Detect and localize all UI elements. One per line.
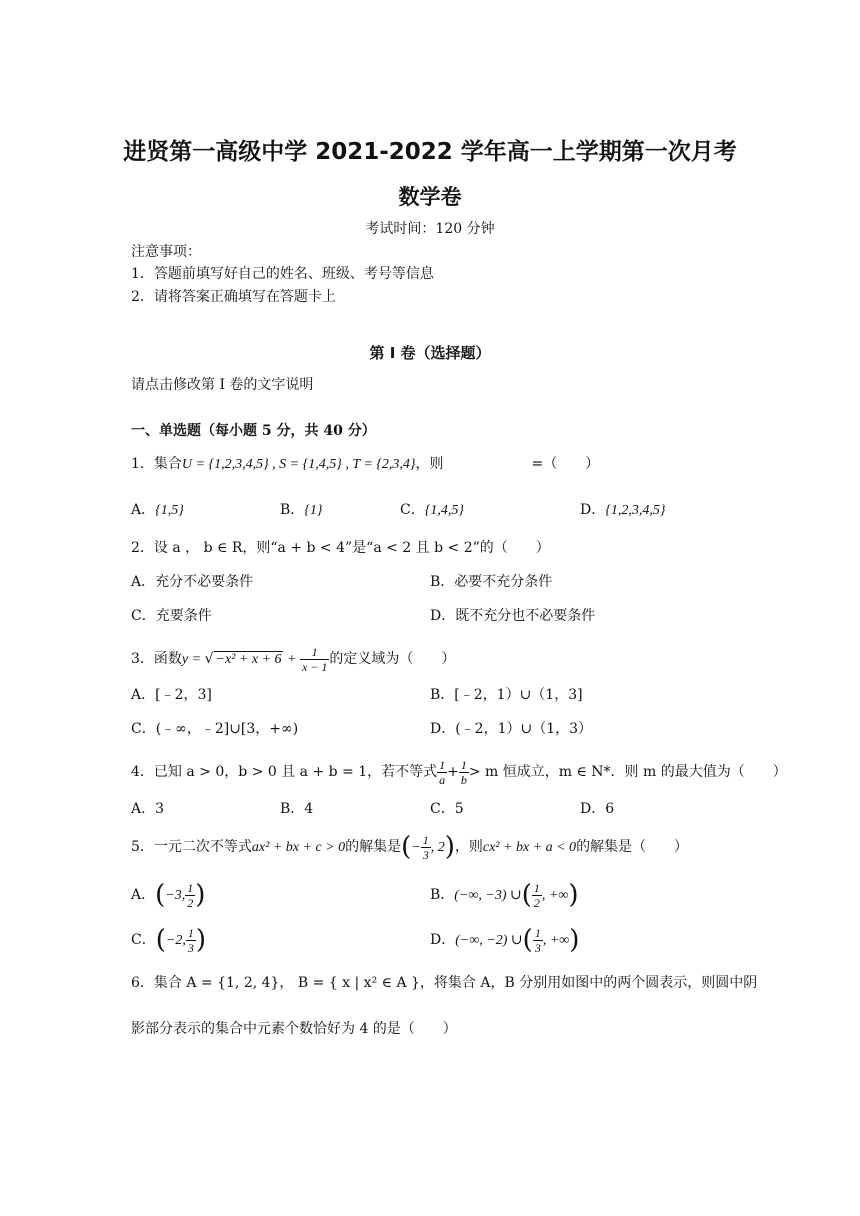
q5-option-d: D．(−∞, −2) ∪( $\frac{1}{3}$ , +∞) bbox=[430, 925, 580, 955]
q5-set-tail: , 2 bbox=[430, 840, 445, 855]
q5-set-fraction bbox=[421, 833, 431, 862]
q1-option-b bbox=[280, 500, 323, 521]
q5-option-b-label: B． bbox=[430, 887, 455, 903]
q5-option-a-head: −3, bbox=[165, 888, 186, 903]
q5-stem-prefix: 5．一元二次不等式 bbox=[131, 839, 252, 855]
q5-option-d-label: D． bbox=[430, 932, 456, 948]
q5-option-a-label: A． bbox=[131, 887, 156, 903]
q5-option-b-numerator: 1 bbox=[533, 880, 540, 895]
q1-option-c bbox=[400, 500, 464, 521]
notes-heading: 注意事项： bbox=[131, 244, 201, 260]
q1-option-a bbox=[131, 500, 184, 521]
q5-inequality-1: ax² + bx + c > 0 bbox=[251, 840, 346, 855]
q3-stem-prefix: 3．函数 bbox=[131, 651, 182, 667]
q5-option-a-denominator: 2 bbox=[187, 895, 194, 910]
q5-option-d-tail: , +∞ bbox=[542, 933, 570, 948]
q3-option-d: D．(﹣2，1）∪（1，3） bbox=[430, 721, 593, 737]
note-item: 2．请将答案正确填写在答题卡上 bbox=[131, 289, 336, 305]
q5-option-b-head: (−∞, −3) ∪ bbox=[454, 888, 522, 903]
q3-stem-suffix: 的定义域为（ ） bbox=[329, 651, 456, 667]
exam-title: 进贤第一高级中学 2021-2022 学年高一上学期第一次月考 bbox=[123, 139, 737, 165]
q4-plus: + bbox=[447, 764, 459, 780]
q4-option-b: B．4 bbox=[280, 801, 314, 817]
section1-heading: 一、单选题（每小题 5 分，共 40 分） bbox=[131, 423, 376, 439]
q5-option-c-label: C． bbox=[131, 932, 156, 948]
part1-heading: 第 I 卷（选择题） bbox=[369, 344, 491, 362]
q5-option-b: B．(−∞, −3) ∪( $\frac{1}{2}$ , +∞) bbox=[430, 880, 579, 910]
question-6-stem-line-1: 6．集合 A = {1, 2, 4}， B = { x | x² ∈ A }，将集合 A，B 分别用如图中的两个圆表示，则圆中阴 bbox=[131, 975, 758, 991]
q3-fraction bbox=[300, 645, 329, 674]
part1-description: 请点击修改第 I 卷的文字说明 bbox=[131, 377, 314, 393]
q4-fraction-1 bbox=[437, 758, 447, 787]
exam-time: 考试时间：120 分钟 bbox=[365, 221, 495, 237]
q1-option-a-value: {1,5} bbox=[155, 503, 184, 518]
q1-stem-prefix: 1．集合 bbox=[131, 456, 182, 472]
radical-sign: √ bbox=[204, 651, 214, 667]
q1-option-d-value: {1,2,3,4,5} bbox=[605, 503, 666, 518]
q3-plus: + bbox=[283, 652, 300, 667]
q1-option-b-label: B． bbox=[280, 502, 305, 518]
q4-option-a: A．3 bbox=[131, 801, 165, 817]
q4-fraction-2-numerator: 1 bbox=[460, 757, 467, 772]
q2-option-c: C．充要条件 bbox=[131, 608, 212, 624]
q5-option-a-fraction bbox=[185, 881, 195, 910]
exam-subtitle: 数学卷 bbox=[398, 185, 462, 209]
q5-option-d-denominator: 3 bbox=[534, 940, 541, 955]
q4-option-c: C．5 bbox=[430, 801, 464, 817]
question-6-stem-line-2: 影部分表示的集合中元素个数恰好为 4 的是（ ） bbox=[131, 1021, 457, 1037]
q5-option-c-denominator: 3 bbox=[187, 940, 194, 955]
q5-option-c: C．(−2, $\frac{1}{3}$ ) bbox=[131, 925, 206, 955]
note-item: 1．答题前填写好自己的姓名、班级、考号等信息 bbox=[131, 266, 434, 282]
q5-stem-solution-set: 的解集是 bbox=[345, 839, 402, 855]
question-5-stem: 5．一元二次不等式ax² + bx + c > 0的解集是(− $\frac{1}{3}$ , 2)，则cx² + bx + a < 0的解集是（ ） bbox=[131, 832, 689, 862]
q1-option-d bbox=[580, 500, 665, 521]
q5-stem-then: ，则 bbox=[454, 839, 483, 855]
question-2-stem: 2．设 a ， b ∈ R，则“a + b < 4”是“a < 2 且 b < 2”的（ ） bbox=[131, 540, 550, 556]
q4-option-d: D．6 bbox=[580, 801, 615, 817]
question-1-stem bbox=[131, 454, 599, 475]
q5-stem-suffix: 的解集是（ ） bbox=[576, 839, 689, 855]
q1-stem-blank: =（ ） bbox=[531, 456, 600, 472]
q5-option-d-numerator: 1 bbox=[534, 925, 541, 940]
q5-set-numerator: 1 bbox=[422, 832, 429, 847]
q4-fraction-2 bbox=[459, 758, 469, 787]
q5-option-a-numerator: 1 bbox=[187, 880, 194, 895]
q4-stem-suffix: > m 恒成立，m ∈ N*．则 m 的最大值为（ ） bbox=[468, 764, 787, 780]
q1-option-c-label: C． bbox=[400, 502, 425, 518]
q4-fraction-2-denominator: b bbox=[460, 772, 467, 787]
q5-option-c-numerator: 1 bbox=[187, 925, 194, 940]
q3-radicand: −x² + x + 6 bbox=[215, 652, 282, 667]
q5-option-d-head: (−∞, −2) ∪ bbox=[455, 933, 523, 948]
q5-option-b-fraction bbox=[532, 881, 542, 910]
q2-option-b: B．必要不充分条件 bbox=[430, 574, 553, 590]
q5-option-d-fraction bbox=[533, 926, 543, 955]
q4-fraction-1-numerator: 1 bbox=[439, 757, 446, 772]
q3-fraction-denominator: x − 1 bbox=[301, 659, 328, 674]
q5-option-b-denominator: 2 bbox=[533, 895, 540, 910]
question-4-stem bbox=[131, 757, 787, 787]
q5-set-denominator: 3 bbox=[422, 847, 429, 862]
q3-option-b: B．[﹣2，1）∪（1，3] bbox=[430, 687, 583, 703]
q1-option-c-value: {1,4,5} bbox=[424, 503, 464, 518]
q3-fraction-numerator: 1 bbox=[300, 645, 329, 660]
q5-option-c-head: −2, bbox=[165, 933, 186, 948]
q1-option-a-label: A． bbox=[131, 502, 156, 518]
q3-option-c: C．(﹣∞，﹣2]∪[3，+∞) bbox=[131, 721, 299, 737]
q1-option-d-label: D． bbox=[580, 502, 606, 518]
q2-option-a: A．充分不必要条件 bbox=[131, 574, 254, 590]
q1-sets: U = {1,2,3,4,5} , S = {1,4,5} , T = {2,3,4} bbox=[181, 457, 416, 472]
q5-option-c-fraction bbox=[186, 926, 196, 955]
q5-option-b-tail: , +∞ bbox=[541, 888, 569, 903]
q5-set-minus: − bbox=[411, 840, 421, 855]
q3-function-name: y = bbox=[181, 652, 205, 667]
q5-inequality-2: cx² + bx + a < 0 bbox=[482, 840, 577, 855]
q1-stem-then: ，则 bbox=[415, 456, 444, 472]
q4-stem-prefix: 4．已知 a > 0，b > 0 且 a + b = 1，若不等式 bbox=[131, 764, 438, 780]
q5-option-a: A．(−3, $\frac{1}{2}$ ) bbox=[131, 880, 206, 910]
question-3-stem bbox=[131, 644, 455, 675]
q4-fraction-1-denominator: a bbox=[439, 772, 446, 787]
q2-option-d: D．既不充分也不必要条件 bbox=[430, 608, 596, 624]
q3-option-a: A．[﹣2，3] bbox=[131, 687, 212, 703]
q1-option-b-value: {1} bbox=[304, 503, 323, 518]
